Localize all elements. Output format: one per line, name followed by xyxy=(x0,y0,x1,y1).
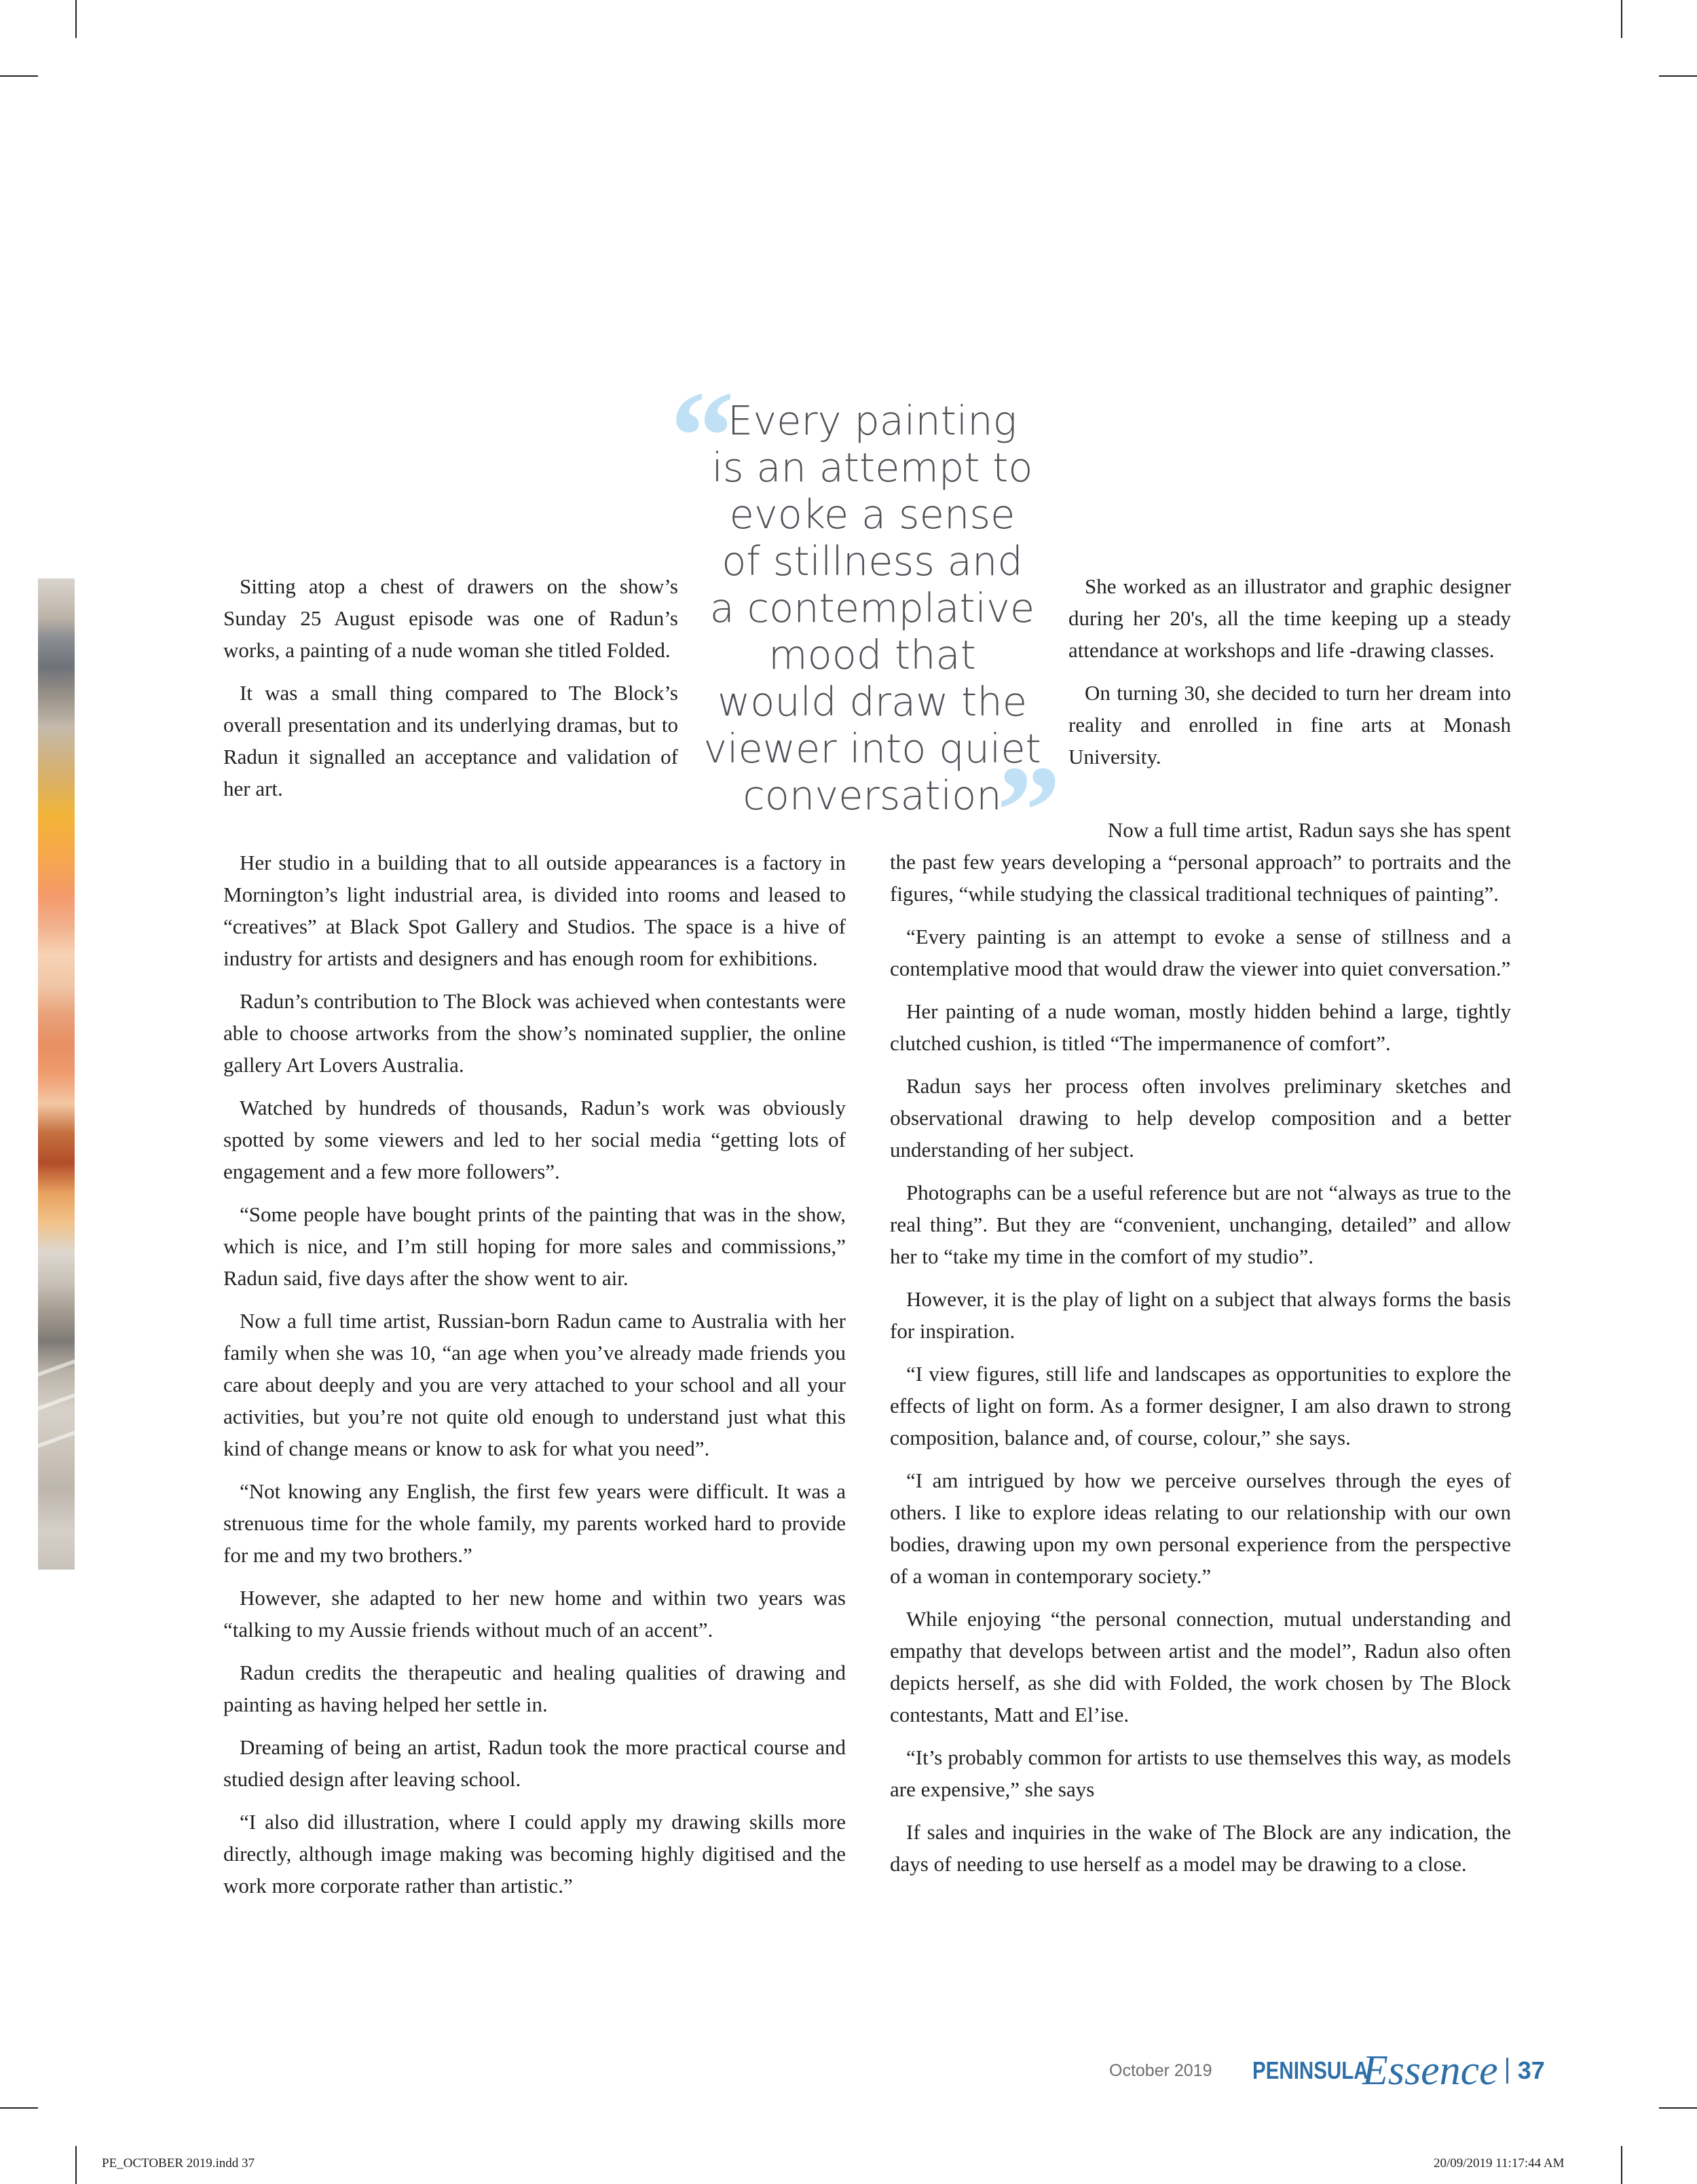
body-paragraph: Her studio in a building that to all outside appearances is a factory in Mornington’s light industrial area, is divided into rooms and leased to “creatives” at Black Spot Gallery and Studios. The space is a hive of industry for artists and designers and has enough room for exhibitions. xyxy=(223,851,846,970)
right-column xyxy=(890,814,1511,1880)
brand-peninsula: PENINSULA xyxy=(1252,2056,1368,2084)
body-paragraph: If sales and inquiries in the wake of The Block are any indication, the days of needing to use herself as a model may be drawing to a close. xyxy=(890,1820,1511,1876)
pull-quote-line: of stillness and xyxy=(722,538,1023,585)
body-paragraph: Sitting atop a chest of drawers on the show’s Sunday 25 August episode was one of Radun’s works, a painting of a nude woman she titled Folded. xyxy=(223,574,678,662)
brand-essence-logo: Essence xyxy=(1362,2047,1498,2094)
crop-mark-bottom-right-vertical xyxy=(1621,2146,1622,2184)
crop-mark-top-left-horizontal xyxy=(0,75,38,77)
pull-quote-line: Every painting xyxy=(727,397,1018,444)
pull-quote xyxy=(696,397,1049,819)
body-paragraph: Photographs can be a useful reference but are not “always as true to the real thing”. But they are “convenient, unchanging, detailed” and allow her to “take my time in the comfort of my studio”. xyxy=(890,1181,1511,1268)
pull-quote-line: is an attempt to xyxy=(711,444,1033,491)
slug-timestamp: 20/09/2019 11:17:44 AM xyxy=(1434,2156,1565,2170)
body-paragraph: “I also did illustration, where I could apply my drawing skills more directly, although image making was becoming highly digitised and the work more corporate rather than artistic.” xyxy=(223,1810,846,1898)
crop-mark-top-right-vertical xyxy=(1621,0,1622,38)
pull-quote-line: would draw the xyxy=(717,678,1028,725)
crop-mark-bottom-left-horizontal xyxy=(0,2107,38,2109)
brand-divider xyxy=(1506,2058,1508,2084)
body-paragraph: “I am intrigued by how we perceive ourselves through the eyes of others. I like to explore ideas relating to our relationship with our own bodies, drawing upon my own personal experience from the perspective of a woman in contemporary society.” xyxy=(890,1468,1511,1588)
body-paragraph: It was a small thing compared to The Block’s overall presentation and its underlying dramas, but to Radun it signalled an acceptance and validation of her art. xyxy=(223,681,678,800)
body-paragraph: “Every painting is an attempt to evoke a sense of stillness and a contemplative mood that would draw the viewer into quiet conversation.” xyxy=(890,925,1511,980)
body-paragraph: Radun credits the therapeutic and healing qualities of drawing and painting as having helped her settle in. xyxy=(223,1661,846,1716)
body-paragraph: However, she adapted to her new home and within two years was “talking to my Aussie friends without much of an accent”. xyxy=(223,1586,846,1642)
body-paragraph: However, it is the play of light on a subject that always forms the basis for inspiration. xyxy=(890,1287,1511,1343)
crop-mark-bottom-left-vertical xyxy=(75,2146,77,2184)
body-paragraph: “Not knowing any English, the first few years were difficult. It was a strenuous time for the whole family, my parents worked hard to provide for me and my two brothers.” xyxy=(223,1479,846,1567)
footer-date: October 2019 xyxy=(1109,2061,1212,2080)
left-column xyxy=(223,847,846,1902)
photo-bleed-strip xyxy=(38,578,75,1570)
body-paragraph: She worked as an illustrator and graphic designer during her 20's, all the time keeping up a steady attendance at workshops and life -drawing classes. xyxy=(1068,574,1511,662)
crop-mark-top-right-horizontal xyxy=(1659,75,1697,77)
pull-quote-line: conversation xyxy=(743,772,1002,819)
pull-quote-line: evoke a sense xyxy=(729,491,1015,538)
body-paragraph: “I view figures, still life and landscapes as opportunities to explore the effects of light on form. As a former designer, I am also drawn to strong composition, balance and, of course, colour,” she says. xyxy=(890,1362,1511,1449)
body-paragraph: “It’s probably common for artists to use themselves this way, as models are expensive,” she says xyxy=(890,1745,1511,1801)
body-paragraph: Radun says her process often involves preliminary sketches and observational drawing to help develop composition and a better understanding of her subject. xyxy=(890,1074,1511,1162)
body-paragraph-continued: the past few years developing a “personal approach” to portraits and the figures, “while studying the classical traditional techniques of painting”. xyxy=(890,850,1511,906)
body-paragraph: On turning 30, she decided to turn her dream into reality and enrolled in fine arts at Monash University. xyxy=(1068,681,1511,769)
body-paragraph: Watched by hundreds of thousands, Radun’s work was obviously spotted by some viewers and led to her social media “getting lots of engagement and a few more followers”. xyxy=(223,1096,846,1183)
crop-mark-bottom-right-horizontal xyxy=(1659,2107,1697,2109)
body-paragraph: Now a full time artist, Russian-born Radun came to Australia with her family when she was 10, “an age when you’ve already made friends you care about deeply and you are very attached to your school and all your activities, but you’re not quite old enough to understand just what this kind of change means or know to ask for what you need”. xyxy=(223,1309,846,1460)
pull-quote-line: mood that xyxy=(768,631,976,678)
crop-mark-top-left-vertical xyxy=(75,0,77,38)
body-paragraph: While enjoying “the personal connection, mutual understanding and empathy that develops between artist and the model”, Radun also often depicts herself, as she did with Folded, the work chosen by The Block contestants, Matt and El’ise. xyxy=(890,1607,1511,1726)
right-column-top xyxy=(1068,570,1511,773)
body-paragraph: Dreaming of being an artist, Radun took the more practical course and studied design after leaving school. xyxy=(223,1735,846,1791)
pull-quote-line: viewer into quiet xyxy=(703,725,1041,772)
body-paragraph: Radun’s contribution to The Block was achieved when contestants were able to choose artworks from the show’s nominated supplier, the online gallery Art Lovers Australia. xyxy=(223,989,846,1077)
left-column-top xyxy=(223,570,678,804)
magazine-brand xyxy=(1252,2043,1545,2098)
slug-file-name: PE_OCTOBER 2019.indd 37 xyxy=(102,2156,255,2170)
pull-quote-line: a contemplative xyxy=(709,585,1035,631)
body-paragraph: Her painting of a nude woman, mostly hidden behind a large, tightly clutched cushion, is titled “The impermanence of comfort”. xyxy=(890,999,1511,1055)
body-paragraph-lead: Now a full time artist, Radun says she has spent xyxy=(1107,818,1511,842)
quote-open-mark: “ xyxy=(670,365,734,508)
page-number: 37 xyxy=(1517,2056,1545,2084)
body-paragraph: “Some people have bought prints of the painting that was in the show, which is nice, and I’m still hoping for more sales and commissions,” Radun said, five days after the show went to air. xyxy=(223,1202,846,1290)
quote-close-mark: ” xyxy=(996,740,1061,883)
